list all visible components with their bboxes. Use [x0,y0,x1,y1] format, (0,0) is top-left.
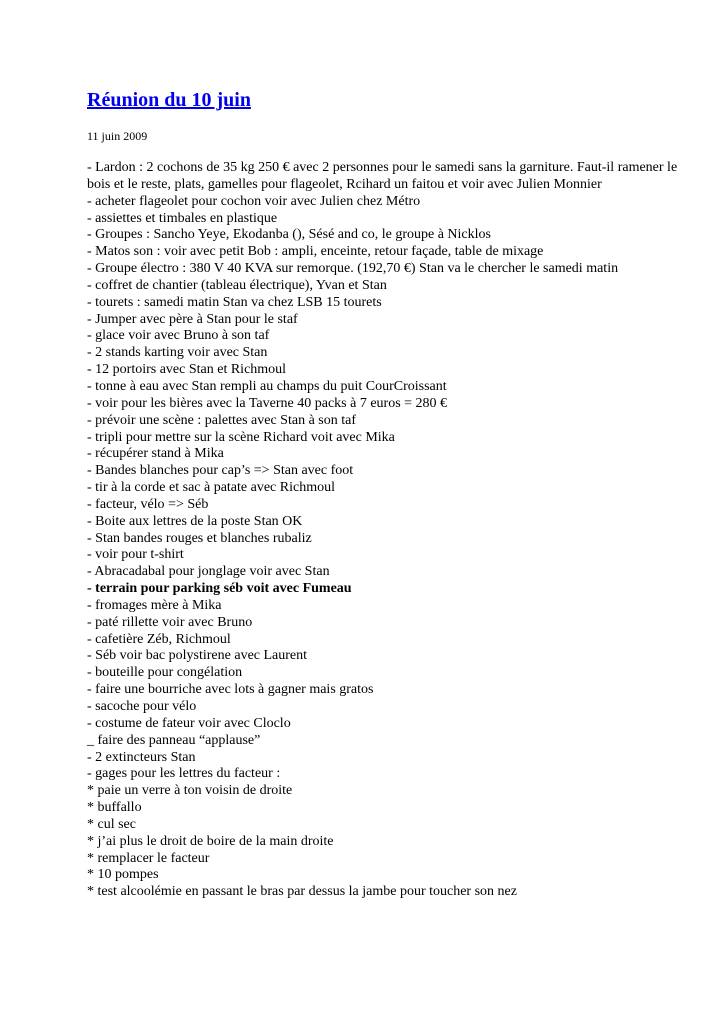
page-title-link[interactable]: Réunion du 10 juin [87,89,251,111]
note-line: * 10 pompes [87,867,159,883]
note-line: - assiettes et timbales en plastique [87,210,278,226]
note-line: - récupérer stand à Mika [87,446,224,462]
note-line: - facteur, vélo => Séb [87,496,209,512]
note-line: _ faire des panneau “applause” [87,732,261,748]
note-line: - voir pour les bières avec la Taverne 40 packs à 7 euros = 280 € [87,395,448,411]
note-line: - sacoche pour vélo [87,699,197,714]
note-line: * remplacer le facteur [87,850,210,866]
note-line: - fromages mère à Mika [87,597,222,613]
note-line: - 12 portoirs avec Stan et Richmoul [87,362,287,378]
note-line: - terrain pour parking séb voit avec Fumeau [87,581,352,597]
note-line: - faire une bourriche avec lots à gagner mais gratos [87,682,374,698]
note-line: - Bandes blanches pour cap’s => Stan avec foot [87,463,354,479]
document-page [87,86,687,901]
note-line: - voir pour t-shirt [87,547,184,563]
note-line: - tourets : samedi matin Stan va chez LSB 15 tourets [87,294,382,310]
note-line: - gages pour les lettres du facteur : [87,766,281,782]
note-line: - Groupe électro : 380 V 40 KVA sur remorque. (192,70 €) Stan va le chercher le samedi matin [87,261,619,277]
note-line: * cul sec [87,816,136,832]
note-line: - Lardon : 2 cochons de 35 kg 250 € avec 2 personnes pour le samedi sans la garniture. Faut-il ramener le bois et le reste, plats, gamelles pour flageolet, Rcihard un faitou et voir avec Julien Monnier [87,160,678,192]
note-line: - coffret de chantier (tableau électrique), Yvan et Stan [87,277,387,293]
note-line: - Jumper avec père à Stan pour le staf [87,311,298,327]
note-line: - prévoir une scène : palettes avec Stan à son taf [87,412,357,428]
note-line: - Matos son : voir avec petit Bob : ampli, enceinte, retour façade, table de mixage [87,244,544,260]
note-line: - 2 extincteurs Stan [87,749,196,765]
note-line: * j’ai plus le droit de boire de la main droite [87,833,334,849]
note-line: - costume de fateur voir avec Cloclo [87,715,291,731]
note-line: - paté rillette voir avec Bruno [87,614,253,630]
post-date: 11 juin 2009 [87,129,148,143]
note-line: - acheter flageolet pour cochon voir avec Julien chez Métro [87,193,421,209]
note-line: - tir à la corde et sac à patate avec Richmoul [87,480,335,496]
note-line: - Stan bandes rouges et blanches rubaliz [87,530,312,546]
note-line: * test alcoolémie en passant le bras par dessus la jambe pour toucher son nez [87,884,517,900]
note-line: - Groupes : Sancho Yeye, Ekodanba (), Sésé and co, le groupe à Nicklos [87,227,491,243]
note-line: * buffallo [87,800,142,816]
meeting-notes-list [87,160,687,901]
note-line: - bouteille pour congélation [87,665,243,681]
note-line: - Séb voir bac polystirene avec Laurent [87,648,308,664]
note-line: - Boite aux lettres de la poste Stan OK [87,513,303,529]
note-line: - Abracadabal pour jonglage voir avec Stan [87,564,330,580]
note-line: - cafetière Zéb, Richmoul [87,631,231,647]
note-line: - tonne à eau avec Stan rempli au champs du puit CourCroissant [87,378,447,394]
note-line: * paie un verre à ton voisin de droite [87,783,293,799]
note-line: - glace voir avec Bruno à son taf [87,328,270,344]
note-line: - tripli pour mettre sur la scène Richard voit avec Mika [87,429,395,445]
note-line: - 2 stands karting voir avec Stan [87,345,268,361]
